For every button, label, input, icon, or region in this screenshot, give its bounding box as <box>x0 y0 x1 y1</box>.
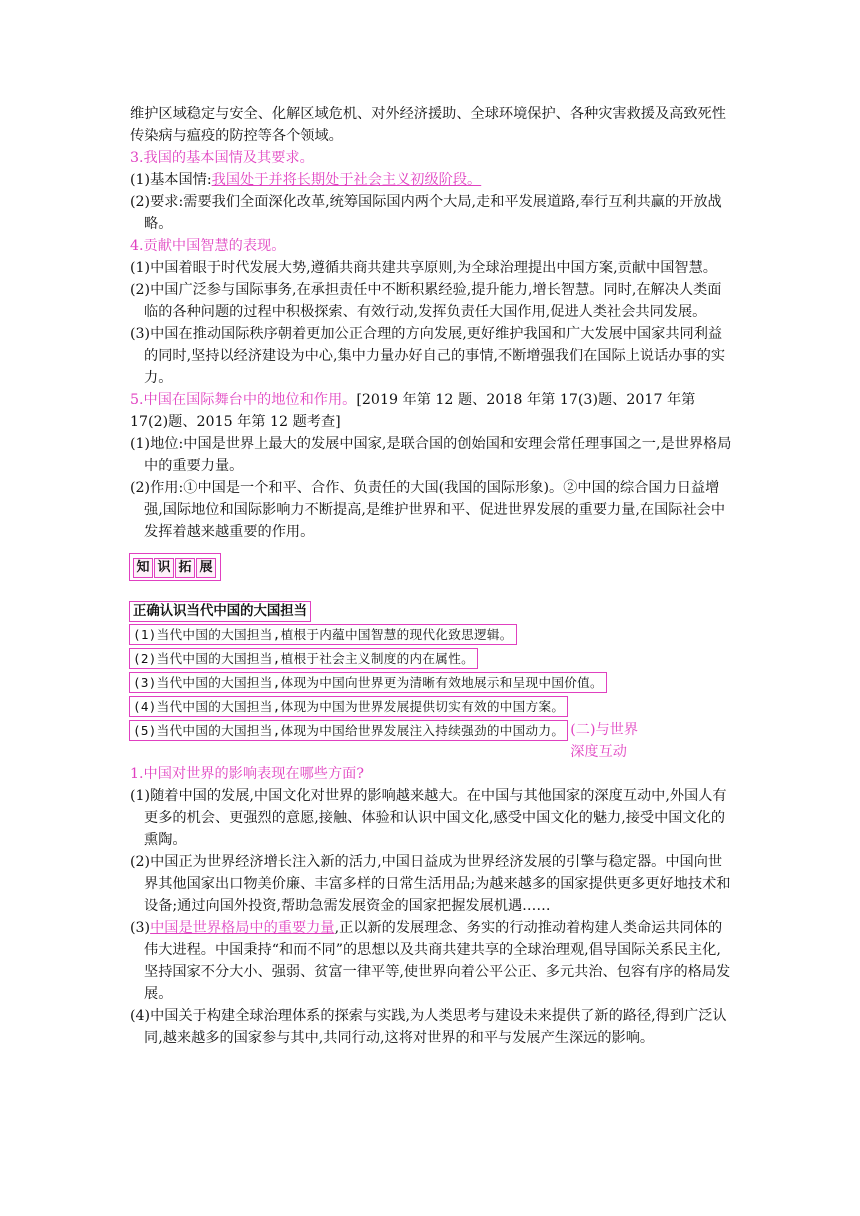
extension-box-line: (5)当代中国的大国担当,体现为中国给世界发展注入持续强劲的中国动力。 <box>129 720 568 741</box>
document-page <box>130 103 735 1049</box>
section-4-item-2: (2)中国广泛参与国际事务,在承担责任中不断积累经验,提升能力,增长智慧。同时,在解决人类面临的各种问题的过程中积极探索、有效行动,发挥负责任大国作用,促进人类社会共同发展。 <box>130 282 722 320</box>
section-3-item-1-prefix: (1)基本国情: <box>130 172 212 188</box>
section-2-1-item-3 <box>130 917 735 1005</box>
extension-box-line: (4)当代中国的大国担当,体现为中国为世界发展提供切实有效的中国方案。 <box>129 696 568 717</box>
tag-char: 知 <box>133 558 153 578</box>
section-2-1-heading: 1.中国对世界的影响表现在哪些方面? <box>130 766 364 782</box>
tag-char: 识 <box>154 558 174 578</box>
section-4-item-1: (1)中国着眼于时代发展大势,遵循共商共建共享原则,为全球治理提出中国方案,贡献中国智慧。 <box>130 260 717 276</box>
section-3-item-2: (2)要求:需要我们全面深化改革,统筹国际国内两个大局,走和平发展道路,奉行互利共赢的开放战略。 <box>130 194 722 232</box>
section-5-item-2: (2)作用:①中国是一个和平、合作、负责任的大国(我国的国际形象)。②中国的综合国力日益增强,国际地位和国际影响力不断提高,是维护世界和平、促进世界发展的重要力量,在国际社会中发挥着越来越重要的作用。 <box>130 480 726 540</box>
knowledge-extension-tag <box>129 553 221 581</box>
section-3-heading: 3.我国的基本国情及其要求。 <box>130 150 314 166</box>
extension-box <box>130 597 735 763</box>
tag-char: 拓 <box>175 558 195 578</box>
section-2-1-item-2: (2)中国正为世界经济增长注入新的活力,中国日益成为世界经济发展的引擎与稳定器。中国向世界其他国家出口物美价廉、丰富多样的日常生活用品;为越来越多的国家提供更多更好地技术和设备;通过向国外投资,帮助急需发展资金的国家把握发展机遇…… <box>130 854 731 914</box>
section-5-exam-note: [2019 年第 12 题、2018 年第 17(3)题、2017 年第 17(2)题、2015 年第 12 题考查] <box>130 392 696 430</box>
section-2-1-item-1: (1)随着中国的发展,中国文化对世界的影响越来越大。在中国与其他国家的深度互动中,外国人有更多的机会、更强烈的意愿,接触、体验和认识中国文化,感受中国文化的魅力,接受中国文化的熏陶。 <box>130 788 727 848</box>
section-2-1-item-3-rest: ,正以新的发展理念、务实的行动推动着构建人类命运共同体的伟大进程。中国秉持“和而不同”的思想以及共商共建共享的全球治理观,倡导国际关系民主化,坚持国家不分大小、强弱、贫富一律平等,使世界向着公平公正、多元共治、包容有序的格局发展。 <box>144 920 731 1002</box>
section-4-heading: 4.贡献中国智慧的表现。 <box>130 238 286 254</box>
section-5-heading: 5.中国在国际舞台中的地位和作用。 <box>130 392 357 408</box>
section-4-item-3: (3)中国在推动国际秩序朝着更加公正合理的方向发展,更好维护我国和广大发展中国家共同利益的同时,坚持以经济建设为中心,集中力量办好自己的事情,不断增强我们在国际上说话办事的实力。 <box>130 326 726 386</box>
extension-box-line: (3)当代中国的大国担当,体现为中国向世界更为清晰有效地展示和呈现中国价值。 <box>129 672 607 693</box>
section-3-item-1 <box>130 169 735 191</box>
section-5-item-1: (1)地位:中国是世界上最大的发展中国家,是联合国的创始国和安理会常任理事国之一,是世界格局中的重要力量。 <box>130 436 732 474</box>
extension-box-line: (2)当代中国的大国担当,植根于社会主义制度的内在属性。 <box>129 648 478 669</box>
section-3-item-1-highlight: 我国处于并将长期处于社会主义初级阶段。 <box>211 172 482 188</box>
extension-box-title: 正确认识当代中国的大国担当 <box>129 601 311 622</box>
section-2-1-item-3-highlight: 中国是世界格局中的重要力量 <box>150 920 335 936</box>
tag-char: 展 <box>196 558 216 578</box>
section-2-title: (二)与世界深度互动 <box>570 722 639 760</box>
section-2-1-item-4: (4)中国关于构建全球治理体系的探索与实践,为人类思考与建设未来提供了新的路径,得到广泛认同,越来越多的国家参与其中,共同行动,这将对世界的和平与发展产生深远的影响。 <box>130 1008 727 1046</box>
section-2-1-item-3-prefix: (3) <box>130 920 151 936</box>
section-5-heading-line <box>130 389 735 433</box>
intro-paragraph: 维护区域稳定与安全、化解区域危机、对外经济援助、全球环境保护、各种灾害救援及高致死性传染病与瘟疫的防控等各个领域。 <box>130 106 726 144</box>
extension-box-line: (1)当代中国的大国担当,植根于内蕴中国智慧的现代化致思逻辑。 <box>129 624 517 645</box>
